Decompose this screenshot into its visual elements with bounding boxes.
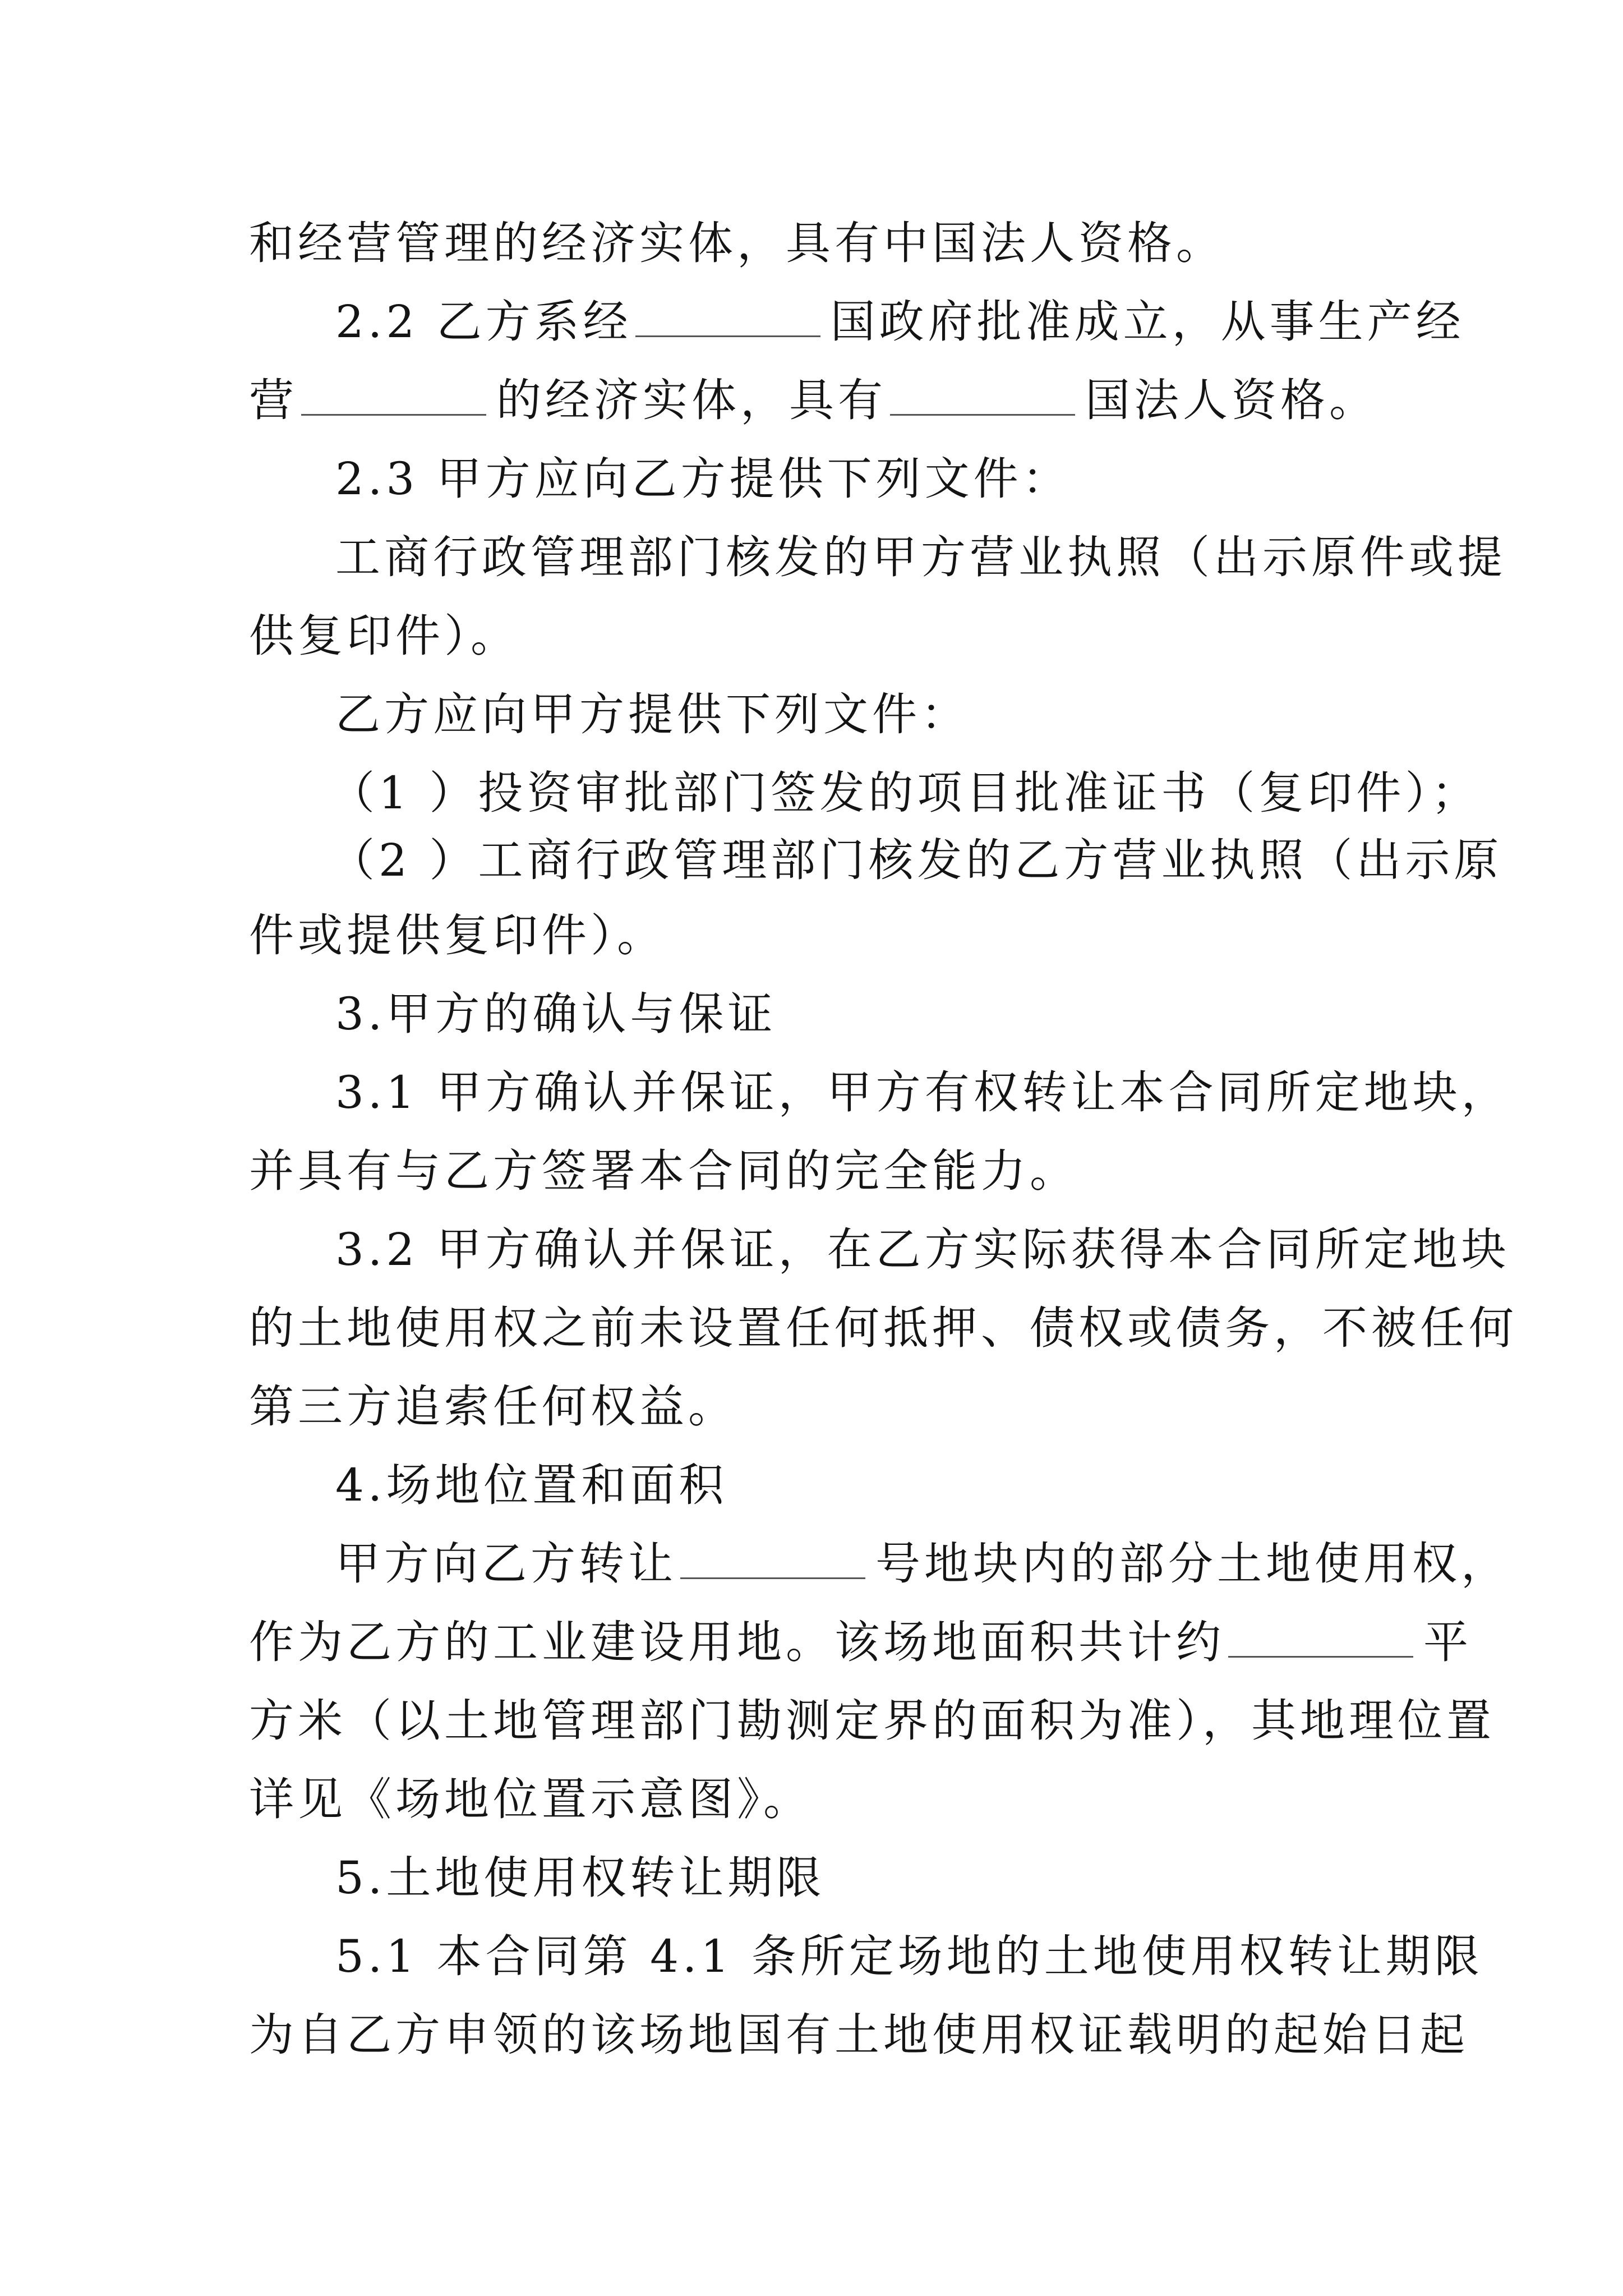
paragraph-line: 为自乙方申领的该场地国有土地使用权证载明的起始日起 <box>249 2009 1469 2061</box>
blank-field[interactable] <box>890 372 1075 416</box>
clause-5-1-line: 5.1 本合同第 4.1 条所定场地的土地使用权转让期限 <box>335 1930 1483 1982</box>
clause-3-2-line: 3.2 甲方确认并保证，在乙方实际获得本合同所定地块 <box>335 1223 1510 1276</box>
paragraph-line: 工商行政管理部门核发的甲方营业执照（出示原件或提 <box>335 531 1506 583</box>
section-heading: 5.土地使用权转让期限 <box>335 1852 826 1904</box>
paragraph-line: 和经营管理的经济实体，具有中国法人资格。 <box>249 217 1225 269</box>
paragraph-line: 第三方追索任何权益。 <box>249 1381 737 1433</box>
blank-field[interactable] <box>1228 1614 1413 1658</box>
clause-3-1-line: 3.1 甲方确认并保证，甲方有权转让本合同所定地块， <box>335 1066 1510 1119</box>
paragraph-line: 详见《场地位置示意图》。 <box>249 1773 812 1825</box>
paragraph-line: 作为乙方的工业建设用地。该场地面积共计约 平 <box>249 1603 1399 1682</box>
paragraph-line: 并具有与乙方签署本合同的完全能力。 <box>249 1145 1078 1197</box>
list-item: （1 ）投资审批部门签发的项目批准证书（复印件）； <box>330 767 1481 819</box>
blank-field[interactable] <box>301 372 486 416</box>
clause-2-3-line: 2.3 甲方应向乙方提供下列文件： <box>335 453 1071 505</box>
list-item: （2 ）工商行政管理部门核发的乙方营业执照（出示原 <box>330 834 1503 886</box>
section-heading: 3.甲方的确认与保证 <box>335 988 777 1040</box>
paragraph-line: 乙方应向甲方提供下列文件： <box>335 688 970 740</box>
paragraph-line: 甲方向乙方转让 号地块内的部分土地使用权， <box>335 1525 1485 1603</box>
paragraph-line: 的土地使用权之前未设置任何抵押、债权或债务，不被任何 <box>249 1302 1518 1354</box>
clause-2-2-line: 2.2 乙方系经 国政府批准成立，从事生产经 <box>335 283 1485 361</box>
blank-field[interactable] <box>680 1536 865 1579</box>
paragraph-line: 方米（以土地管理部门勘测定界的面积为准），其地理位置 <box>249 1695 1495 1747</box>
paragraph-line: 营 的经济实体，具有 国法人资格。 <box>249 361 1399 440</box>
paragraph-line: 件或提供复印件）。 <box>249 909 666 961</box>
section-heading: 4.场地位置和面积 <box>335 1459 728 1511</box>
blank-field[interactable] <box>635 294 820 337</box>
paragraph-line: 供复印件）。 <box>249 610 519 662</box>
